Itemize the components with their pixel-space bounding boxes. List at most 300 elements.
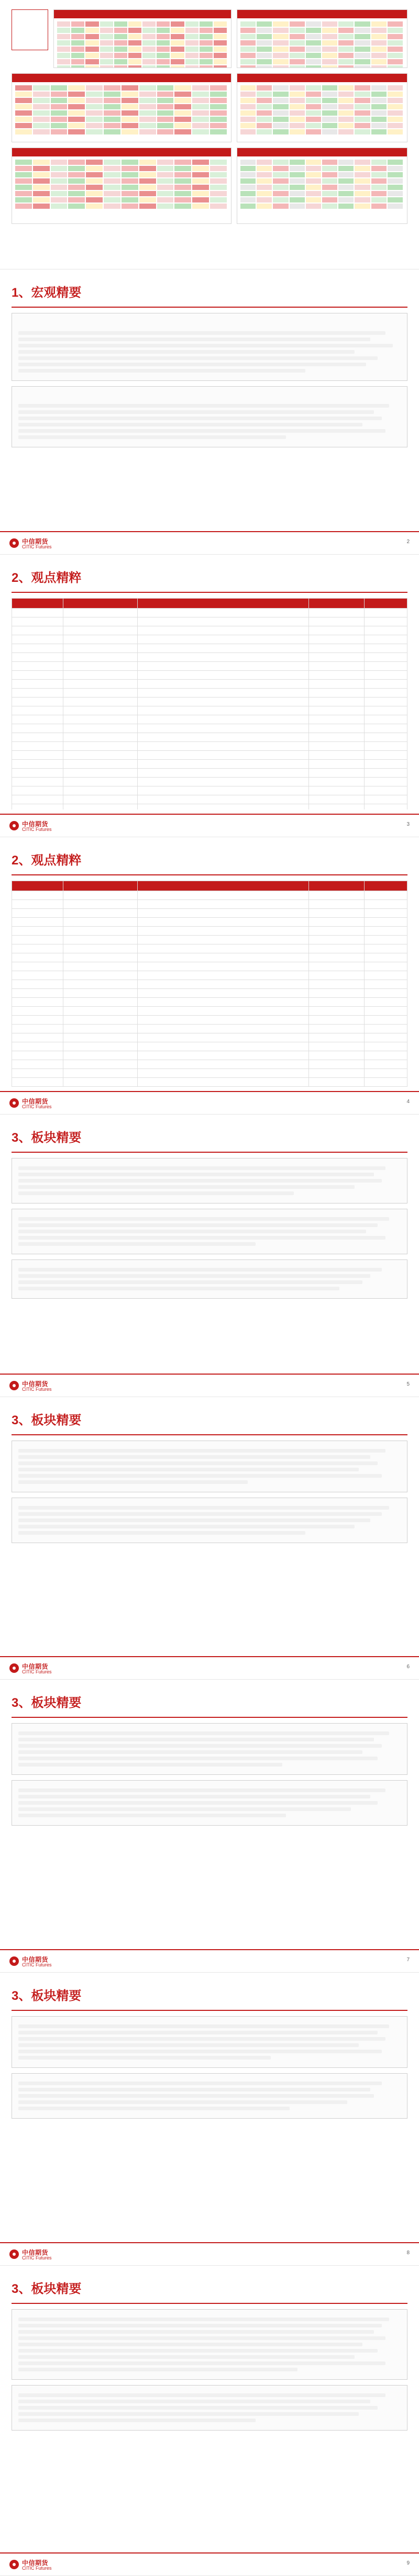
heatmap-cell: [273, 117, 288, 122]
heatmap-cell: [122, 110, 138, 116]
heatmap-cell: [338, 40, 354, 46]
heatmap-cell: [355, 191, 370, 196]
table-row: [12, 715, 407, 724]
text-line: [18, 1763, 282, 1767]
sector-block: [12, 1209, 407, 1254]
heatmap-cell: [85, 21, 98, 27]
heatmap-cell: [15, 117, 32, 122]
heatmap-cell: [210, 166, 227, 171]
table-cell: [309, 680, 364, 689]
heatmap-cell: [57, 21, 70, 27]
table-cell: [309, 909, 364, 918]
heatmap-cell: [71, 65, 84, 68]
heatmap-cell: [192, 166, 209, 171]
heatmap-cell: [174, 197, 191, 203]
brand-sub: CITIC Futures: [22, 1962, 52, 1967]
table-cell: [309, 742, 364, 751]
table-cell: [12, 918, 63, 927]
heatmap-cell: [139, 197, 156, 203]
table-row: [12, 786, 407, 795]
slide-6: [0, 1397, 419, 1680]
heatmap-cell: [257, 123, 272, 128]
heatmap-cell: [174, 123, 191, 128]
table-cell: [63, 1042, 138, 1051]
heatmap-cell: [33, 204, 50, 209]
heatmap-cell: [122, 117, 138, 122]
table-cell: [12, 733, 63, 742]
text-line: [18, 2318, 389, 2321]
table-cell: [12, 609, 63, 617]
heatmap-cell: [306, 129, 321, 134]
text-line: [18, 1750, 362, 1754]
table-cell: [309, 662, 364, 671]
heatmap-cell: [210, 129, 227, 134]
heatmap-row: [240, 53, 404, 58]
table-cell: [309, 1069, 364, 1078]
macro-line: [18, 350, 355, 354]
heatmap-cell: [338, 117, 354, 122]
heatmap-cell: [15, 160, 32, 165]
slide-4-rule: [12, 874, 407, 875]
heatmap-cell: [33, 129, 50, 134]
overview-panel-bottom-left-title: [12, 148, 231, 156]
heatmap-cell: [57, 59, 70, 64]
table-cell: [12, 804, 63, 810]
heatmap-row: [15, 129, 228, 134]
heatmap-row: [57, 47, 228, 52]
sector-block: [12, 2385, 407, 2431]
heatmap-cell: [290, 40, 305, 46]
heatmap-cell: [306, 92, 321, 97]
table-row: [12, 900, 407, 909]
heatmap-cell: [122, 104, 138, 109]
text-line: [18, 1217, 389, 1221]
table-cell: [12, 900, 63, 909]
heatmap-cell: [33, 98, 50, 103]
table-row: [12, 1060, 407, 1069]
heatmap-cell: [306, 185, 321, 190]
heatmap-cell: [371, 166, 387, 171]
table-cell: [138, 804, 309, 810]
heatmap-cell: [114, 47, 127, 52]
table-cell: [63, 804, 138, 810]
table-cell: [364, 635, 407, 644]
overview-panel-top-left: [53, 9, 231, 68]
table-cell: [138, 617, 309, 626]
text-line: [18, 2094, 374, 2098]
heatmap-cell: [68, 104, 85, 109]
heatmap-cell: [322, 185, 337, 190]
table-header: [63, 599, 138, 609]
heatmap-cell: [122, 85, 138, 91]
table-cell: [364, 909, 407, 918]
heatmap-cell: [257, 85, 272, 91]
heatmap-cell: [174, 104, 191, 109]
table-cell: [12, 971, 63, 980]
view-table-2-body: [12, 891, 407, 1087]
slide-5-content: [12, 1124, 407, 1369]
table-cell: [309, 706, 364, 715]
text-line: [18, 2037, 385, 2041]
table-header: [309, 881, 364, 891]
heatmap-cell: [174, 117, 191, 122]
heatmap-cell: [86, 123, 103, 128]
heatmap-cell: [371, 59, 387, 64]
text-line: [18, 1223, 378, 1227]
heatmap-cell: [273, 104, 288, 109]
heatmap-row: [240, 191, 404, 196]
table-cell: [138, 769, 309, 778]
heatmap-cell: [240, 204, 256, 209]
table-cell: [138, 980, 309, 989]
heatmap-cell: [128, 28, 141, 33]
slide-9-rule: [12, 2303, 407, 2304]
heatmap-cell: [322, 40, 337, 46]
table-cell: [63, 769, 138, 778]
heatmap-cell: [139, 110, 156, 116]
heatmap-cell: [371, 65, 387, 68]
heatmap-cell: [85, 40, 98, 46]
table-row: [12, 971, 407, 980]
brand-sub: CITIC Futures: [22, 1104, 52, 1109]
table-row: [12, 804, 407, 810]
table-cell: [309, 1042, 364, 1051]
slide-9-footer: [0, 2552, 419, 2575]
heatmap-cell: [33, 160, 50, 165]
slide-9-heading: 3、板块精要: [12, 2282, 82, 2296]
heatmap-cell: [51, 160, 68, 165]
overview-panel-bottom-right: [237, 148, 407, 224]
table-cell: [63, 918, 138, 927]
table-row: [12, 953, 407, 962]
overview-left-box: [12, 9, 48, 50]
heatmap-cell: [100, 34, 113, 39]
heatmap-row: [15, 160, 228, 165]
heatmap-cell: [322, 178, 337, 184]
heatmap-cell: [68, 191, 85, 196]
heatmap-row: [240, 197, 404, 203]
heatmap-row: [240, 98, 404, 103]
heatmap-row: [240, 34, 404, 39]
heatmap-cell: [85, 47, 98, 52]
heatmap-cell: [388, 28, 403, 33]
table-cell: [309, 918, 364, 927]
heatmap-cell: [290, 166, 305, 171]
table-cell: [138, 909, 309, 918]
heatmap-cell: [338, 104, 354, 109]
heatmap-cell: [210, 98, 227, 103]
heatmap-row: [240, 40, 404, 46]
heatmap-cell: [174, 85, 191, 91]
heatmap-cell: [157, 197, 174, 203]
heatmap-cell: [210, 123, 227, 128]
table-cell: [364, 626, 407, 635]
heatmap-cell: [85, 28, 98, 33]
text-line: [18, 2368, 297, 2371]
table-cell: [63, 644, 138, 653]
heatmap-cell: [157, 85, 174, 91]
heatmap-cell: [139, 160, 156, 165]
table-cell: [63, 760, 138, 769]
text-line: [18, 1807, 351, 1811]
table-cell: [364, 927, 407, 936]
table-header: [364, 599, 407, 609]
table-cell: [309, 786, 364, 795]
heatmap-row: [240, 123, 404, 128]
heatmap-cell: [51, 204, 68, 209]
heatmap-cell: [122, 197, 138, 203]
table-cell: [12, 1033, 63, 1042]
table-cell: [138, 1042, 309, 1051]
heatmap-grid-4: [240, 85, 404, 139]
heatmap-cell: [86, 117, 103, 122]
heatmap-cell: [210, 185, 227, 190]
heatmap-cell: [192, 204, 209, 209]
heatmap-cell: [68, 92, 85, 97]
heatmap-cell: [257, 47, 272, 52]
heatmap-cell: [257, 185, 272, 190]
slide-1-content: [12, 9, 407, 242]
brand-sub: CITIC Futures: [22, 827, 52, 832]
heatmap-cell: [306, 104, 321, 109]
table-cell: [12, 998, 63, 1007]
slide-5-heading: 3、板块精要: [12, 1131, 82, 1145]
heatmap-cell: [273, 197, 288, 203]
heatmap-row: [15, 117, 228, 122]
table-row: [12, 891, 407, 900]
text-line: [18, 2088, 370, 2091]
table-cell: [138, 733, 309, 742]
heatmap-cell: [200, 21, 213, 27]
heatmap-cell: [322, 47, 337, 52]
table-cell: [138, 662, 309, 671]
text-line: [18, 1795, 370, 1798]
text-line: [18, 2406, 378, 2410]
heatmap-cell: [388, 166, 403, 171]
brand-logo: [9, 819, 72, 834]
table-row: [12, 706, 407, 715]
heatmap-cell: [371, 204, 387, 209]
heatmap-row: [240, 185, 404, 190]
heatmap-cell: [338, 123, 354, 128]
sector-block: [12, 1498, 407, 1543]
heatmap-cell: [355, 172, 370, 177]
table-cell: [309, 689, 364, 698]
table-cell: [309, 1007, 364, 1016]
table-row: [12, 617, 407, 626]
heatmap-cell: [273, 53, 288, 58]
heatmap-cell: [157, 185, 174, 190]
heatmap-row: [240, 110, 404, 116]
table-cell: [63, 1069, 138, 1078]
heatmap-grid-1: [57, 21, 228, 64]
heatmap-cell: [240, 21, 256, 27]
text-line: [18, 1788, 385, 1792]
table-cell: [138, 689, 309, 698]
heatmap-row: [240, 104, 404, 109]
table-cell: [63, 609, 138, 617]
heatmap-cell: [273, 110, 288, 116]
heatmap-cell: [273, 65, 288, 68]
heatmap-cell: [290, 104, 305, 109]
heatmap-cell: [210, 117, 227, 122]
table-cell: [12, 795, 63, 804]
text-line: [18, 1801, 378, 1805]
heatmap-cell: [257, 40, 272, 46]
heatmap-cell: [15, 110, 32, 116]
table-cell: [138, 1069, 309, 1078]
table-cell: [138, 944, 309, 953]
heatmap-cell: [240, 191, 256, 196]
heatmap-cell: [240, 65, 256, 68]
heatmap-cell: [200, 34, 213, 39]
heatmap-cell: [139, 117, 156, 122]
table-cell: [138, 918, 309, 927]
heatmap-cell: [128, 34, 141, 39]
table-row: [12, 980, 407, 989]
text-line: [18, 1744, 382, 1748]
heatmap-cell: [240, 117, 256, 122]
overview-panel-top-right-title: [237, 10, 407, 18]
slide-3: [0, 555, 419, 837]
heatmap-row: [15, 110, 228, 116]
heatmap-cell: [100, 21, 113, 27]
heatmap-cell: [240, 197, 256, 203]
heatmap-cell: [174, 160, 191, 165]
heatmap-cell: [257, 160, 272, 165]
heatmap-cell: [71, 47, 84, 52]
heatmap-cell: [68, 129, 85, 134]
heatmap-cell: [210, 197, 227, 203]
heatmap-cell: [240, 92, 256, 97]
slide-7-footer: [0, 1949, 419, 1972]
heatmap-cell: [185, 28, 199, 33]
heatmap-cell: [240, 123, 256, 128]
heatmap-cell: [306, 34, 321, 39]
heatmap-cell: [388, 123, 403, 128]
heatmap-cell: [171, 28, 184, 33]
heatmap-cell: [388, 110, 403, 116]
heatmap-cell: [174, 204, 191, 209]
heatmap-cell: [240, 85, 256, 91]
table-row: [12, 909, 407, 918]
heatmap-cell: [290, 191, 305, 196]
heatmap-cell: [122, 204, 138, 209]
text-line: [18, 2400, 370, 2403]
table-cell: [12, 1078, 63, 1087]
heatmap-cell: [306, 204, 321, 209]
heatmap-cell: [273, 166, 288, 171]
heatmap-cell: [273, 47, 288, 52]
heatmap-row: [240, 178, 404, 184]
heatmap-cell: [290, 204, 305, 209]
heatmap-cell: [157, 47, 170, 52]
heatmap-cell: [290, 185, 305, 190]
heatmap-cell: [85, 34, 98, 39]
heatmap-cell: [174, 129, 191, 134]
heatmap-cell: [214, 59, 227, 64]
slide-2-content: [12, 279, 407, 527]
heatmap-cell: [157, 40, 170, 46]
heatmap-cell: [355, 92, 370, 97]
heatmap-cell: [200, 47, 213, 52]
table-cell: [63, 891, 138, 900]
table-cell: [138, 998, 309, 1007]
heatmap-cell: [355, 197, 370, 203]
table-cell: [309, 1025, 364, 1033]
heatmap-cell: [51, 123, 68, 128]
table-cell: [364, 1060, 407, 1069]
heatmap-cell: [210, 178, 227, 184]
table-cell: [138, 1007, 309, 1016]
heatmap-cell: [51, 166, 68, 171]
heatmap-cell: [214, 21, 227, 27]
heatmap-row: [15, 104, 228, 109]
heatmap-cell: [257, 21, 272, 27]
table-row: [12, 689, 407, 698]
table-cell: [364, 953, 407, 962]
heatmap-cell: [122, 129, 138, 134]
heatmap-cell: [257, 104, 272, 109]
heatmap-cell: [273, 129, 288, 134]
table-cell: [309, 1060, 364, 1069]
slide-2: [0, 269, 419, 555]
heatmap-row: [15, 98, 228, 103]
heatmap-row: [15, 204, 228, 209]
table-cell: [309, 653, 364, 662]
heatmap-cell: [306, 21, 321, 27]
heatmap-cell: [100, 59, 113, 64]
table-row: [12, 644, 407, 653]
heatmap-cell: [273, 178, 288, 184]
heatmap-cell: [15, 85, 32, 91]
table-cell: [309, 635, 364, 644]
table-cell: [12, 706, 63, 715]
heatmap-cell: [214, 65, 227, 68]
heatmap-cell: [86, 160, 103, 165]
text-line: [18, 1518, 370, 1522]
heatmap-cell: [71, 34, 84, 39]
heatmap-cell: [100, 28, 113, 33]
sector-block: [12, 1158, 407, 1203]
heatmap-cell: [68, 160, 85, 165]
heatmap-cell: [157, 59, 170, 64]
table-cell: [309, 769, 364, 778]
brand-sub: CITIC Futures: [22, 544, 52, 549]
table-cell: [309, 953, 364, 962]
table-cell: [364, 644, 407, 653]
sector-block: [12, 2309, 407, 2380]
heatmap-cell: [51, 185, 68, 190]
heatmap-cell: [371, 98, 387, 103]
heatmap-cell: [338, 197, 354, 203]
table-cell: [12, 909, 63, 918]
table-cell: [364, 795, 407, 804]
heatmap-cell: [273, 34, 288, 39]
slide-5-rule: [12, 1152, 407, 1153]
page-number: 3: [406, 822, 410, 827]
table-cell: [138, 635, 309, 644]
heatmap-cell: [57, 65, 70, 68]
heatmap-cell: [240, 185, 256, 190]
heatmap-cell: [210, 172, 227, 177]
table-row: [12, 1051, 407, 1060]
table-cell: [309, 1078, 364, 1087]
table-row: [12, 795, 407, 804]
text-line: [18, 1230, 366, 1233]
table-cell: [63, 751, 138, 760]
heatmap-cell: [290, 59, 305, 64]
